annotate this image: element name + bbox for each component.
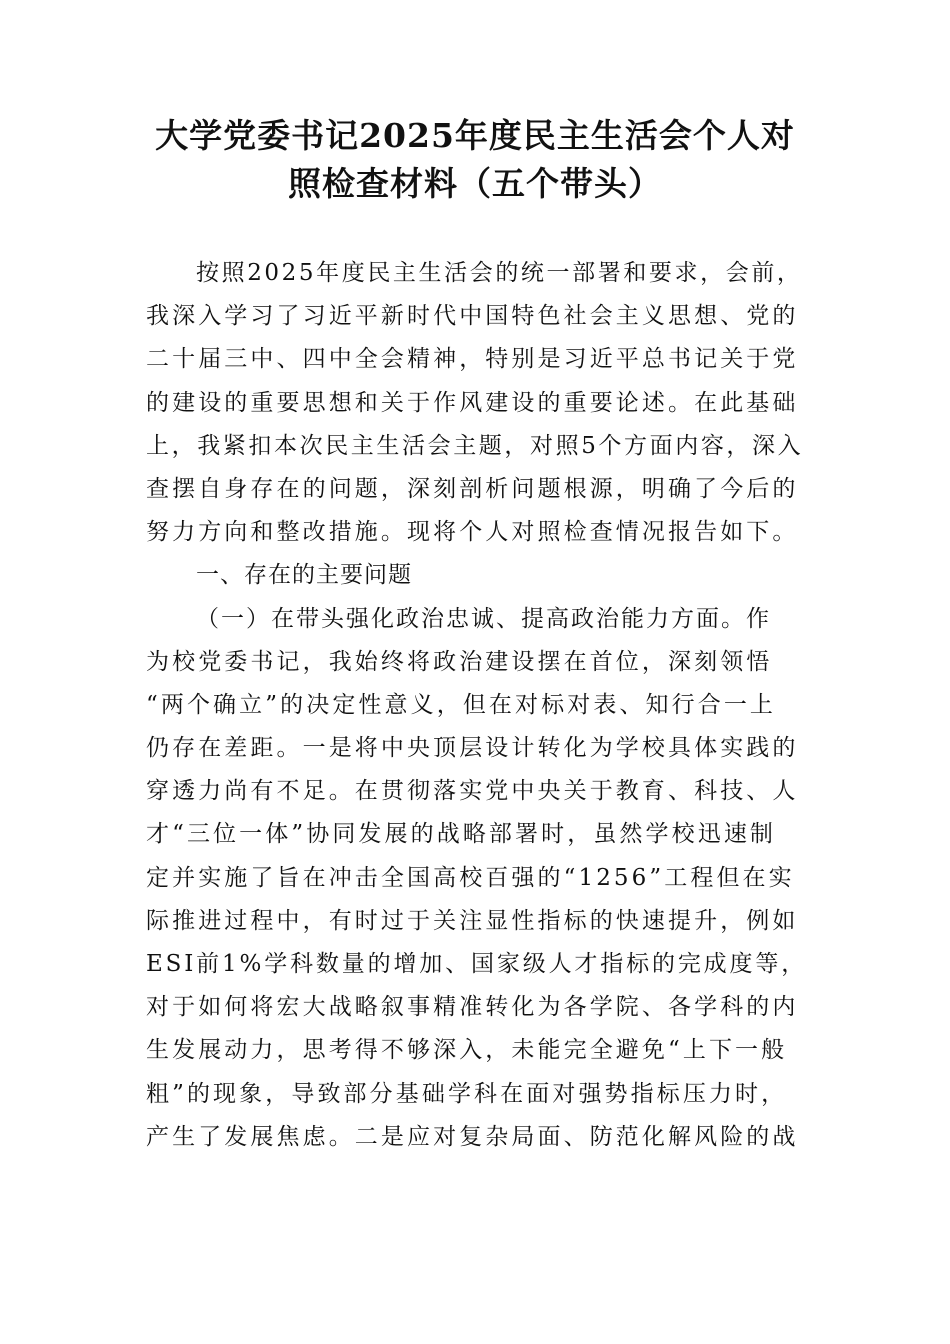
intro-line: 按照2025年度民主生活会的统一部署和要求，会前， (196, 260, 803, 286)
intro-line: 我深入学习了习近平新时代中国特色社会主义思想、党的 (146, 303, 799, 330)
section-heading: 一、存在的主要问题 (196, 562, 412, 589)
intro-line: 上，我紧扣本次民主生活会主题，对照5个方面内容，深入 (146, 432, 804, 459)
paragraph-line: 仍存在差距。一是将中央顶层设计转化为学校具体实践的 (146, 735, 799, 762)
paragraph-line: “两个确立”的决定性意义，但在对标对表、知行合一上 (146, 691, 777, 718)
paragraph-line: ESI前1%学科数量的增加、国家级人才指标的完成度等， (146, 951, 808, 977)
paragraph-line: 定并实施了旨在冲击全国高校百强的“1256”工程但在实 (146, 864, 795, 891)
subsection-heading: （一）在带头强化政治忠诚、提高政治能力方面。 (196, 605, 746, 632)
intro-line: 二十届三中、四中全会精神，特别是习近平总书记关于党 (146, 346, 799, 373)
intro-line: 的建设的重要思想和关于作风建设的重要论述。在此基础 (146, 389, 799, 416)
paragraph-line: 才“三位一体”协同发展的战略部署时，虽然学校迅速制 (146, 821, 777, 848)
paragraph-line: 产生了发展焦虑。二是应对复杂局面、防范化解风险的战 (146, 1123, 799, 1150)
document-title (140, 112, 810, 208)
paragraph-line: 粗”的现象，导致部分基础学科在面对强势指标压力时， (146, 1080, 788, 1107)
intro-line: 查摆自身存在的问题，深刻剖析问题根源，明确了今后的 (146, 475, 799, 502)
paragraph-line: 为校党委书记，我始终将政治建设摆在首位，深刻领悟 (146, 648, 773, 675)
subsection-first-line (146, 598, 806, 641)
document-body (146, 252, 806, 1159)
title-line-2: 照检查材料（五个带头） (288, 164, 662, 203)
subsection-first-tail: 作 (746, 605, 773, 632)
paragraph-line: 穿透力尚有不足。在贯彻落实党中央关于教育、科技、人 (146, 778, 799, 805)
paragraph-line: 生发展动力，思考得不够深入，未能完全避免“上下一般 (146, 1037, 788, 1064)
paragraph-line: 对于如何将宏大战略叙事精准转化为各学院、各学科的内 (146, 994, 799, 1021)
paragraph-line: 际推进过程中，有时过于关注显性指标的快速提升，例如 (146, 907, 799, 934)
intro-line: 努力方向和整改措施。现将个人对照检查情况报告如下。 (146, 519, 799, 546)
title-line-1: 大学党委书记2025年度民主生活会个人对 (155, 116, 795, 155)
